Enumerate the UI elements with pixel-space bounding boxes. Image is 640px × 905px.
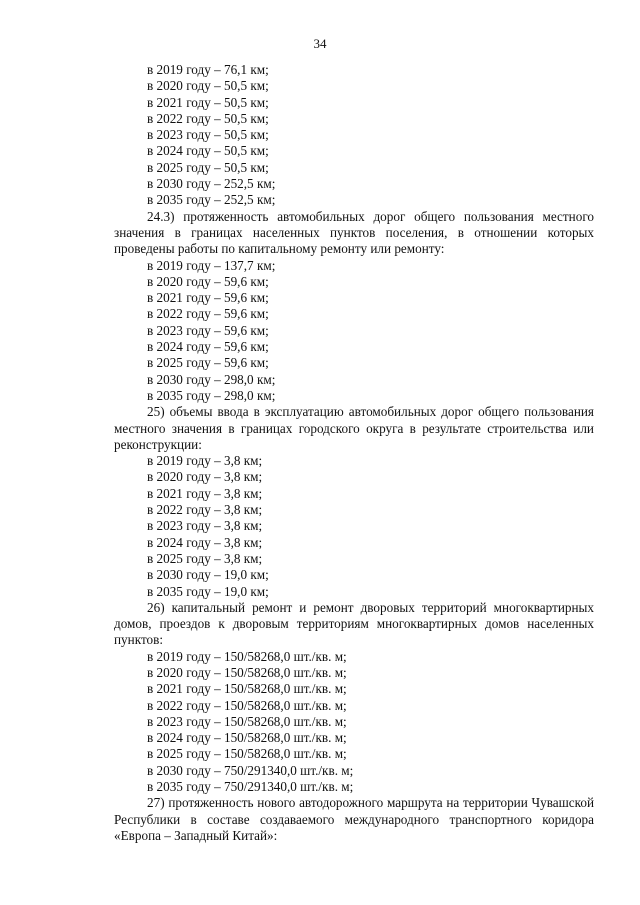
list-item: в 2035 году – 298,0 км; [147, 387, 276, 403]
list-item: в 2035 году – 19,0 км; [147, 583, 269, 599]
list-item: в 2022 году – 59,6 км; [147, 306, 269, 322]
list-item: в 2030 году – 750/291340,0 шт./кв. м; [147, 762, 354, 778]
paragraph: 27) протяженность нового автодорожного маршрута на территории Чувашской Республики в составе создаваемого международного транспортного коридора «Европа – Западный Китай»: [114, 795, 594, 843]
list-item: в 2025 году – 59,6 км; [147, 355, 269, 371]
list-item: в 2024 году – 59,6 км; [147, 339, 269, 355]
list-item: в 2025 году – 150/58268,0 шт./кв. м; [147, 746, 347, 762]
list-item: в 2022 году – 3,8 км; [147, 502, 263, 518]
list-item: в 2030 году – 252,5 км; [147, 176, 276, 192]
list-item: в 2030 году – 19,0 км; [147, 567, 269, 583]
list-item: в 2025 году – 3,8 км; [147, 550, 263, 566]
document-body [114, 62, 594, 844]
list-item: в 2020 году – 50,5 км; [147, 78, 269, 94]
list-item: в 2022 году – 50,5 км; [147, 110, 269, 126]
list-item: в 2025 году – 50,5 км; [147, 159, 269, 175]
list-item: в 2030 году – 298,0 км; [147, 371, 276, 387]
list-item: в 2019 году – 76,1 км; [147, 62, 269, 77]
list-item: в 2021 году – 50,5 км; [147, 94, 269, 110]
list-item: в 2024 году – 150/58268,0 шт./кв. м; [147, 730, 347, 746]
list-item: в 2023 году – 150/58268,0 шт./кв. м; [147, 713, 347, 729]
page-number: 34 [313, 36, 327, 51]
list-item: в 2019 году – 137,7 км; [147, 257, 276, 273]
list-item: в 2019 году – 3,8 км; [147, 453, 263, 469]
list-item: в 2023 году – 50,5 км; [147, 127, 269, 143]
list-item: в 2035 году – 252,5 км; [147, 192, 276, 208]
paragraph: 26) капитальный ремонт и ремонт дворовых территорий многоквартирных домов, проездов к дворовым территориям многоквартирных домов населенных пунктов: [114, 599, 594, 648]
list-item: в 2023 году – 59,6 км; [147, 322, 269, 338]
list-item: в 2020 году – 59,6 км; [147, 273, 269, 289]
list-item: в 2024 году – 3,8 км; [147, 534, 263, 550]
paragraph: 25) объемы ввода в эксплуатацию автомобильных дорог общего пользования местного значения в границах городского округа в результате строительства или реконструкции: [114, 404, 594, 452]
list-item: в 2024 году – 50,5 км; [147, 143, 269, 159]
list-item: в 2021 году – 150/58268,0 шт./кв. м; [147, 681, 347, 697]
list-item: в 2022 году – 150/58268,0 шт./кв. м; [147, 697, 347, 713]
list-item: в 2023 году – 3,8 км; [147, 518, 263, 534]
paragraph: 24.3) протяженность автомобильных дорог общего пользования местного значения в границах населенных пунктов поселения, в отношении которых проведены работы по капитальному ремонту или ремонту: [114, 208, 594, 257]
list-item: в 2035 году – 750/291340,0 шт./кв. м; [147, 779, 354, 795]
list-item: в 2021 году – 3,8 км; [147, 485, 263, 501]
list-item: в 2020 году – 150/58268,0 шт./кв. м; [147, 664, 347, 680]
list-item: в 2019 году – 150/58268,0 шт./кв. м; [147, 648, 347, 664]
list-item: в 2021 году – 59,6 км; [147, 290, 269, 306]
list-item: в 2020 году – 3,8 км; [147, 469, 263, 485]
